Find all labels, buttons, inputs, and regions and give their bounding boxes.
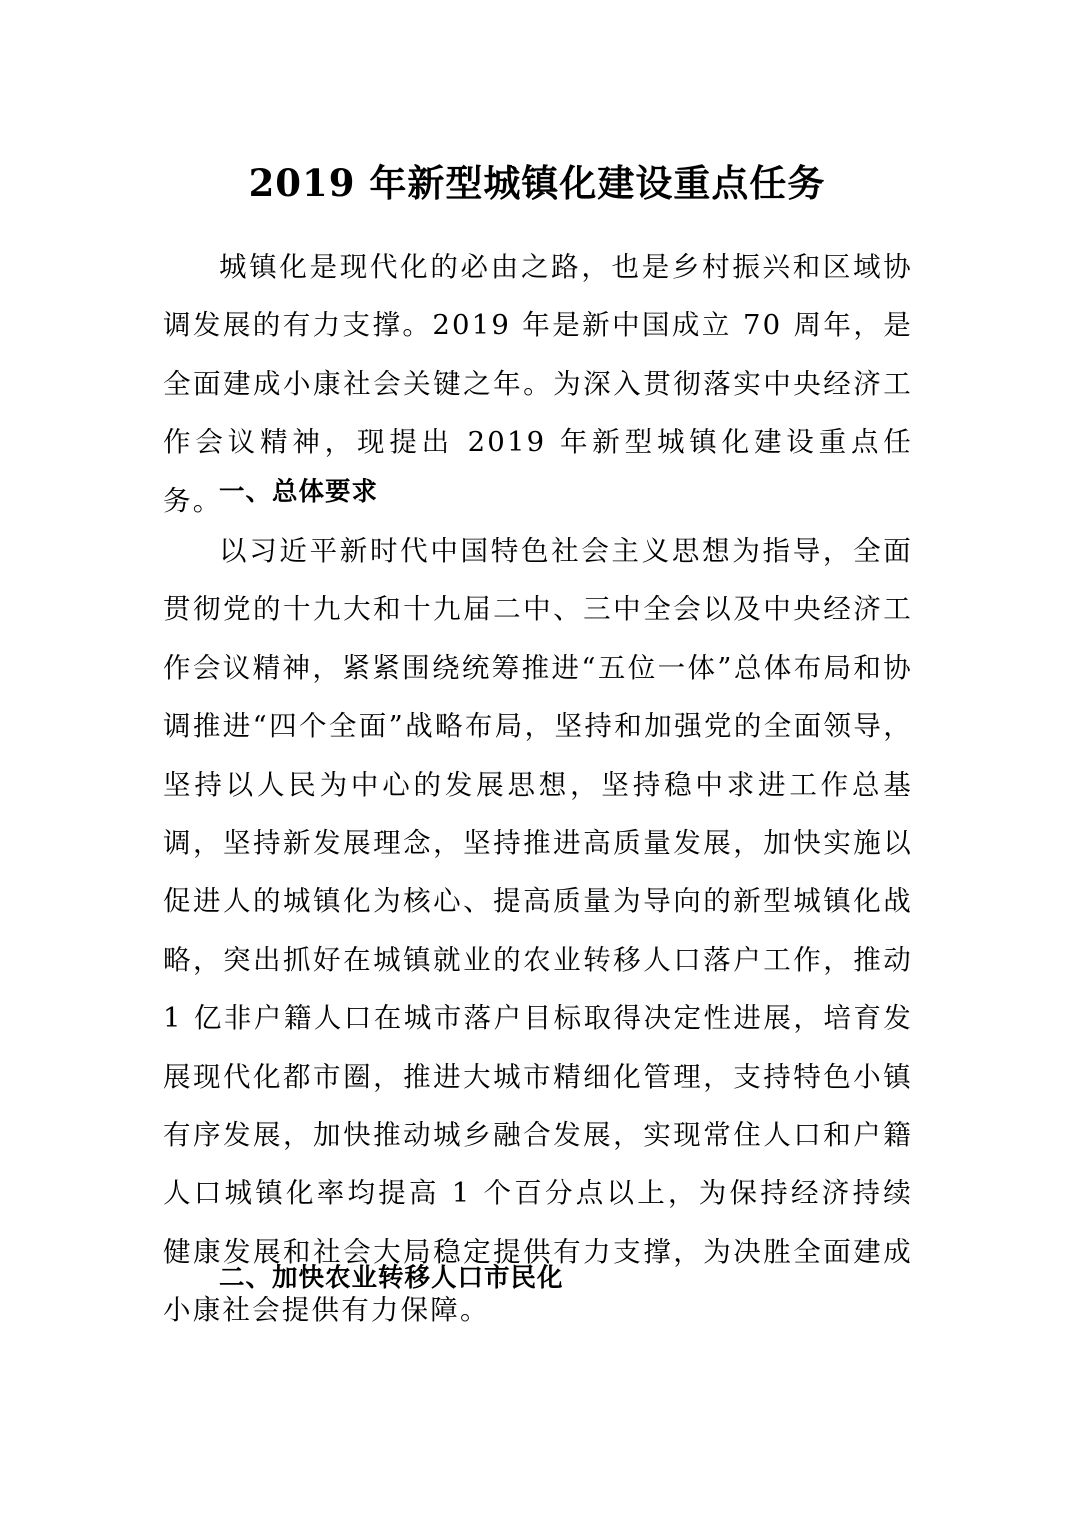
section-paragraph-general-requirements: 以习近平新时代中国特色社会主义思想为指导，全面贯彻党的十九大和十九届二中、三中全会以及中央经济工作会议精神，紧紧围绕统筹推进“五位一体”总体布局和协调推进“四个全面”战略布局，坚持和加强党的全面领导，坚持以人民为中心的发展思想，坚持稳中求进工作总基调，坚持新发展理念，坚持推进高质量发展，加快实施以促进人的城镇化为核心、提高质量为导向的新型城镇化战略，突出抓好在城镇就业的农业转移人口落户工作，推动 1 亿非户籍人口在城市落户目标取得决定性进展，培育发展现代化都市圈，推进大城市精细化管理，支持特色小镇有序发展，加快推动城乡融合发展，实现常住人口和户籍人口城镇化率均提高 1 个百分点以上，为保持经济持续健康发展和社会大局稳定提供有力支撑，为决胜全面建成小康社会提供有力保障。 <box>163 535 913 1327</box>
intro-paragraph: 城镇化是现代化的必由之路，也是乡村振兴和区域协调发展的有力支撑。2019 年是新中国成立 70 周年，是全面建成小康社会关键之年。为深入贯彻落实中央经济工作会议精神，现提出 2019 年新型城镇化建设重点任务。 <box>163 251 913 517</box>
document-title: 2019 年新型城镇化建设重点任务 <box>248 160 826 205</box>
section-heading-migrant-citizenization: 二、加快农业转移人口市民化 <box>219 1263 564 1293</box>
section-heading-general-requirements: 一、总体要求 <box>219 477 379 507</box>
